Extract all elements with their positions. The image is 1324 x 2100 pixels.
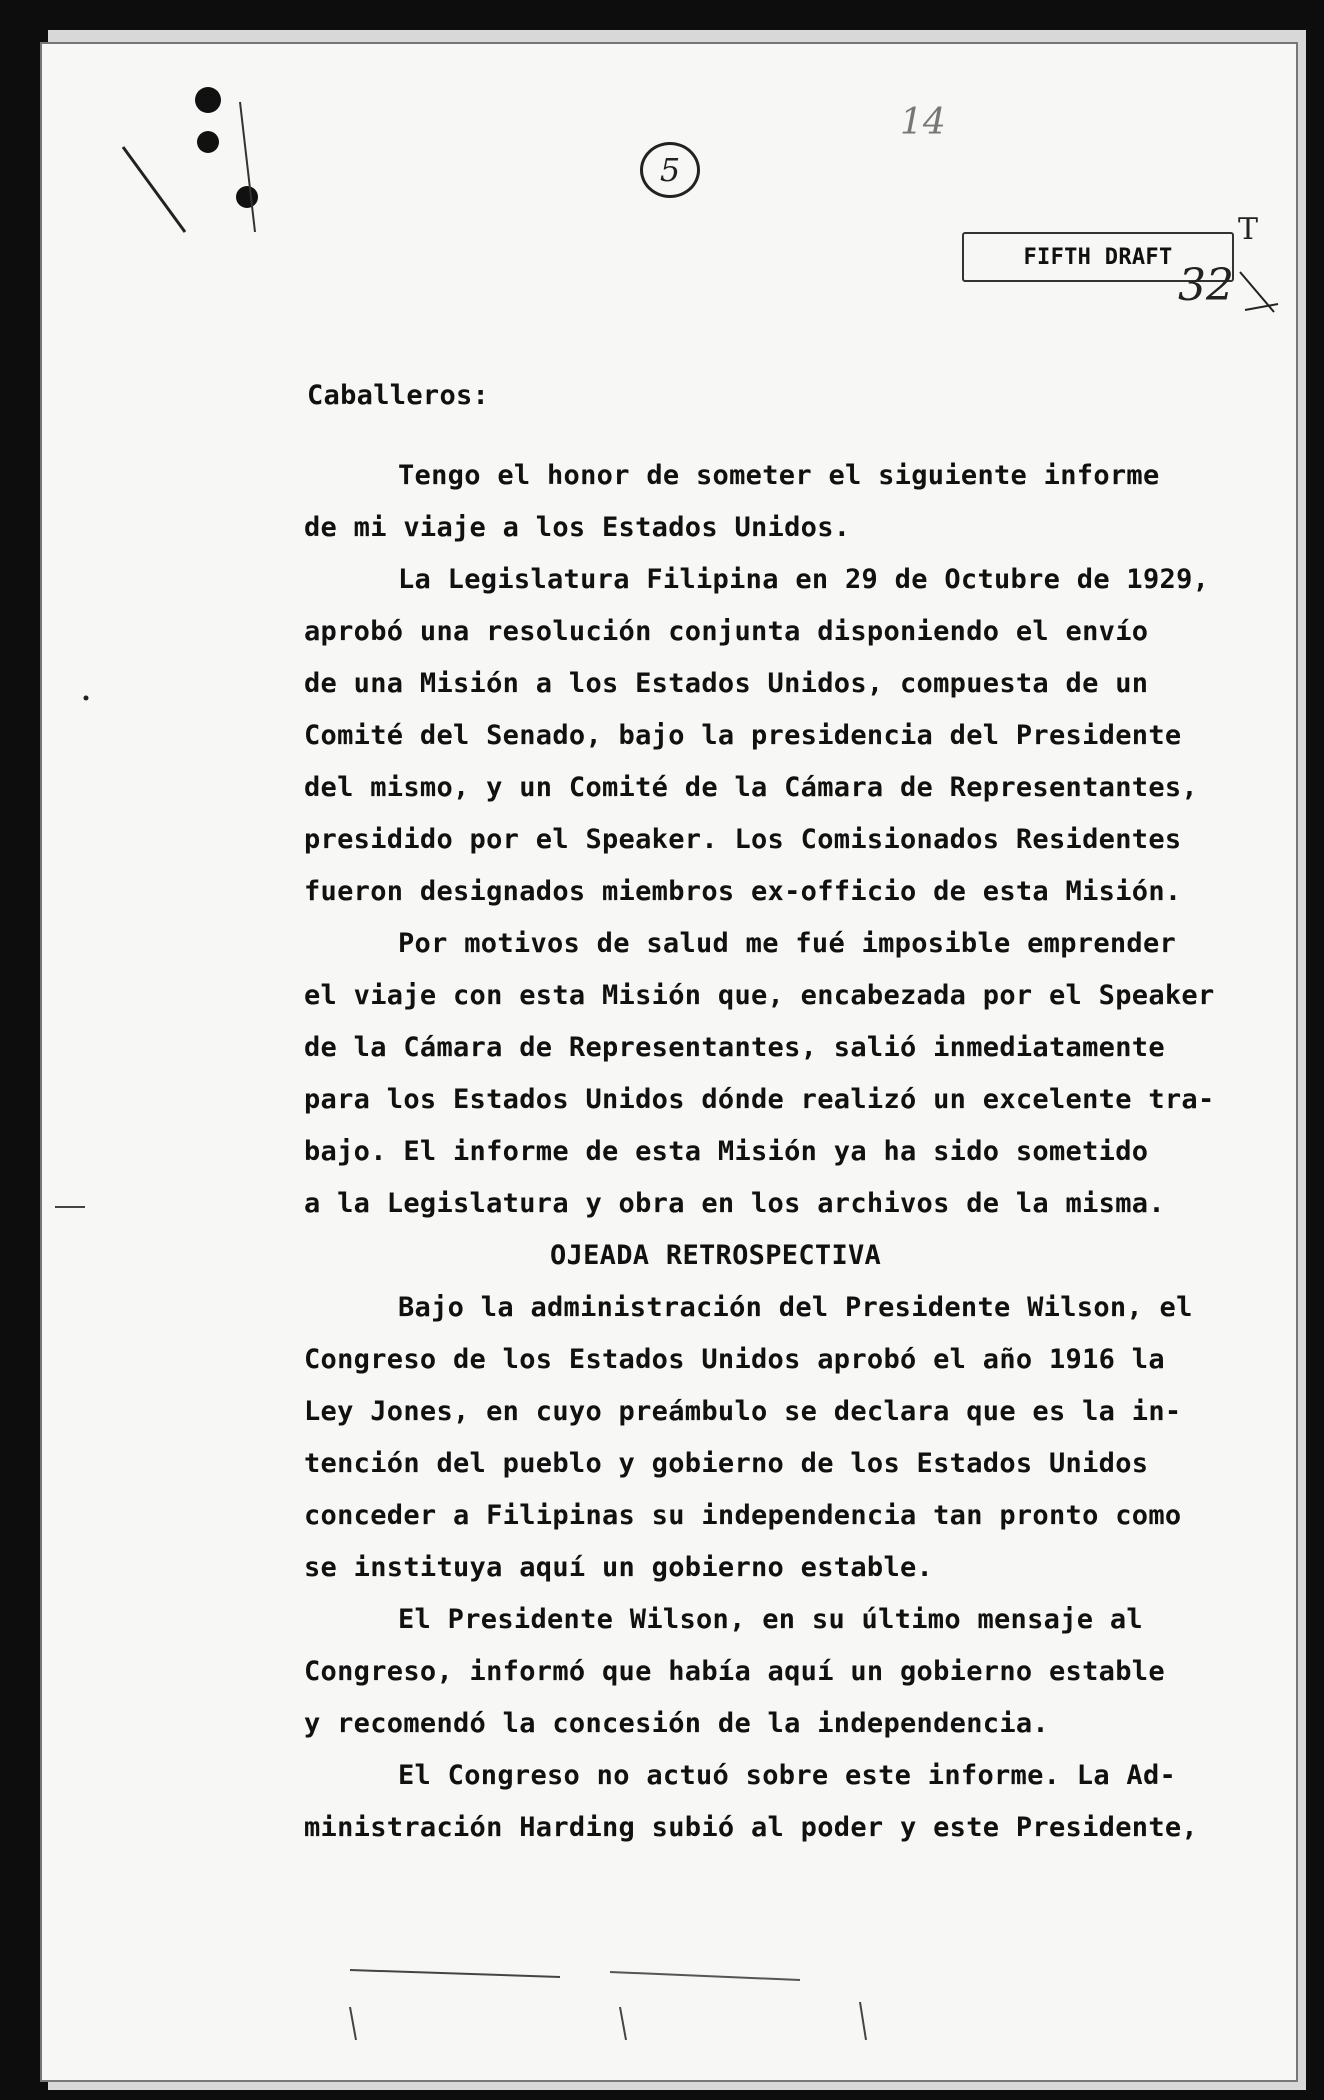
handwritten-annotation-top: 14: [900, 102, 946, 143]
handwritten-annotation-right: 32: [1178, 260, 1234, 311]
body-line: conceder a Filipinas su independencia tan pronto como: [304, 1500, 1182, 1531]
salutation: Caballeros:: [307, 380, 490, 411]
binding-hole-mid: [197, 131, 219, 153]
body-line: del mismo, y un Comité de la Cámara de Representantes,: [304, 772, 1198, 803]
body-line: El Presidente Wilson, en su último mensaje al: [398, 1604, 1143, 1635]
body-line: tención del pueblo y gobierno de los Estados Unidos: [304, 1448, 1149, 1479]
body-line: de la Cámara de Representantes, salió inmediatamente: [304, 1032, 1165, 1063]
document-page: [40, 42, 1298, 2082]
body-line: Ley Jones, en cuyo preámbulo se declara que es la in-: [304, 1396, 1182, 1427]
body-line: a la Legislatura y obra en los archivos de la misma.: [304, 1188, 1165, 1219]
body-line: La Legislatura Filipina en 29 de Octubre de 1929,: [398, 564, 1210, 595]
handwritten-tick: T: [1238, 212, 1259, 247]
body-line: de mi viaje a los Estados Unidos.: [304, 512, 851, 543]
binding-hole-lower: [236, 186, 258, 208]
body-line: Congreso, informó que había aquí un gobierno estable: [304, 1656, 1165, 1687]
circled-page-number: [640, 142, 700, 198]
body-line: se instituya aquí un gobierno estable.: [304, 1552, 934, 1583]
body-line: bajo. El informe de esta Misión ya ha sido sometido: [304, 1136, 1149, 1167]
body-line: El Congreso no actuó sobre este informe. La Ad-: [398, 1760, 1177, 1791]
body-line: presidido por el Speaker. Los Comisionados Residentes: [304, 824, 1182, 855]
binding-hole-top: [195, 87, 221, 113]
body-line: Congreso de los Estados Unidos aprobó el año 1916 la: [304, 1344, 1165, 1375]
body-line: Por motivos de salud me fué imposible emprender: [398, 928, 1177, 959]
section-heading: OJEADA RETROSPECTIVA: [550, 1240, 882, 1271]
body-line: de una Misión a los Estados Unidos, compuesta de un: [304, 668, 1149, 699]
body-line: Bajo la administración del Presidente Wilson, el: [398, 1292, 1193, 1323]
body-line: Comité del Senado, bajo la presidencia del Presidente: [304, 720, 1182, 751]
body-line: para los Estados Unidos dónde realizó un excelente tra-: [304, 1084, 1215, 1115]
body-line: fueron designados miembros ex-officio de esta Misión.: [304, 876, 1182, 907]
body-line: el viaje con esta Misión que, encabezada por el Speaker: [304, 980, 1215, 1011]
body-line: aprobó una resolución conjunta disponiendo el envío: [304, 616, 1149, 647]
body-line: Tengo el honor de someter el siguiente informe: [398, 460, 1160, 491]
page-number: 5: [659, 151, 681, 189]
draft-label: FIFTH DRAFT: [1023, 244, 1173, 270]
body-line: ministración Harding subió al poder y este Presidente,: [304, 1812, 1198, 1843]
body-line: y recomendó la concesión de la independencia.: [304, 1708, 1049, 1739]
